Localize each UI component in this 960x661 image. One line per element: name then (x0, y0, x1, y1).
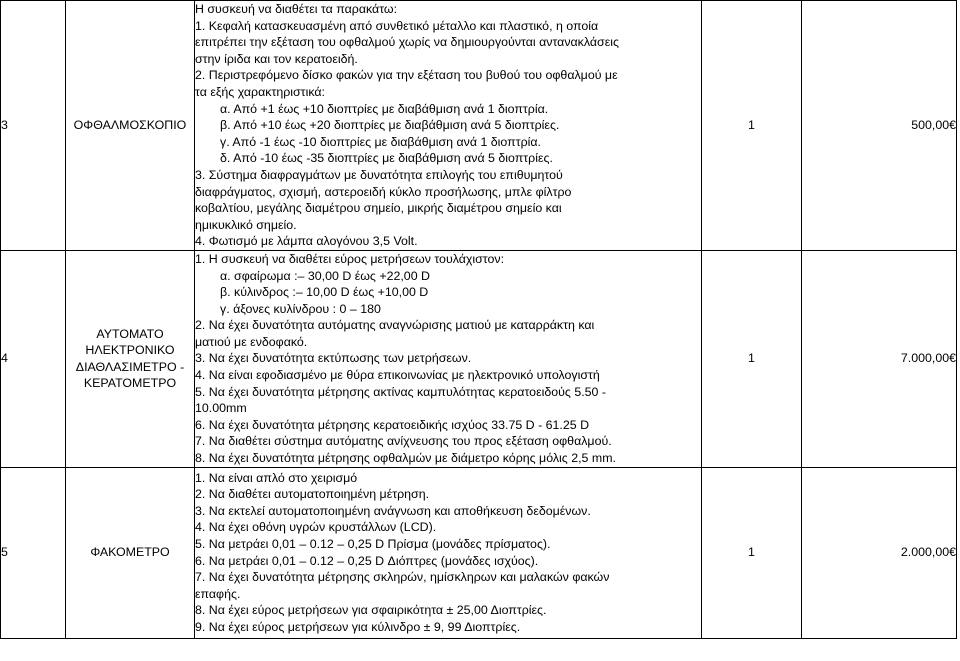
item-name-line: ΟΦΘΑΛΜΟΣΚΟΠΙΟ (73, 118, 187, 133)
desc-line: 8. Να έχει εύρος μετρήσεων για σφαιρικότητα ± 25,00 Διοπτρίες. (195, 603, 547, 618)
desc-line: 6. Να έχει δυνατότητα μέτρησης κερατοειδικής ισχύος 33.75 D - 61.25 D (195, 417, 590, 432)
desc-line: 4. Φωτισμό με λάμπα αλογόνου 3,5 Volt. (195, 234, 418, 249)
table-row (1, 1, 957, 251)
item-name-line: ΔΙΑΘΛΑΣΙΜΕΤΡΟ - (75, 359, 185, 374)
desc-line: κοβαλτίου, μεγάλης διαμέτρου σημείο, μικρής διαμέτρου σημείο και (195, 201, 562, 216)
table-row (1, 467, 957, 638)
desc-line: 1. Κεφαλή κατασκευασμένη από συνθετικό μέταλλο και πλαστικό, η οποία (195, 18, 599, 33)
desc-line: επιτρέπει την εξέταση του οφθαλμού χωρίς να δημιουργούνται αντανακλάσεις (195, 35, 619, 50)
desc-line: 5. Να έχει δυνατότητα μέτρησης ακτίνας καμπυλότητας κερατοειδούς 5.50 - (195, 384, 607, 399)
item-description (195, 250, 702, 467)
desc-line: 7. Να διαθέτει σύστημα αυτόματης ανίχνευσης του προς εξέταση οφθαλμού. (195, 434, 612, 449)
desc-line: 3. Σύστημα διαφραγμάτων με δυνατότητα επιλογής του επιθυμητού (195, 167, 563, 182)
item-description (195, 467, 702, 638)
desc-line: διαφράγματος, σχισμή, αστεροειδή κύκλο προσήλωσης, μπλε φίλτρο (195, 184, 572, 199)
desc-line: ματιού με ενδοφακό. (195, 334, 308, 349)
item-name (66, 1, 195, 251)
item-name-line: ΗΛΕΚΤΡΟΝΙΚΟ (85, 343, 175, 358)
item-price: 7.000,00€ (802, 250, 957, 467)
desc-line: 4. Να είναι εφοδιασμένο με θύρα επικοινωνίας με ηλεκτρονικό υπολογιστή (195, 368, 600, 383)
desc-line: α. Από +1 έως +10 διοπτρίες με διαβάθμιση ανά 1 διοπτρία. (220, 101, 549, 116)
desc-line: 7. Να έχει δυνατότητα μέτρησης σκληρών, ημίσκληρων και μαλακών φακών (195, 570, 610, 585)
desc-line: 3. Να εκτελεί αυτοματοποιημένη ανάγνωση και αποθήκευση δεδομένων. (195, 503, 591, 518)
item-name-line: ΦΑΚΟΜΕΤΡΟ (90, 545, 170, 560)
desc-line: 8. Να έχει δυνατότητα μέτρησης οφθαλμών με διάμετρο κόρης μόλις 2,5 mm. (195, 451, 616, 466)
item-price: 2.000,00€ (802, 467, 957, 638)
item-number: 4 (1, 250, 66, 467)
desc-line: 2. Να έχει δυνατότητα αυτόματης αναγνώρισης ματιού με καταρράκτη και (195, 318, 595, 333)
desc-line: 5. Να μετράει 0,01 – 0.12 – 0,25 D Πρίσμα (μονάδες πρίσματος). (195, 537, 551, 552)
item-number: 5 (1, 467, 66, 638)
item-number: 3 (1, 1, 66, 251)
desc-line: 2. Περιστρεφόμενο δίσκο φακών για την εξέταση του βυθού του οφθαλμού με (195, 68, 618, 83)
desc-line: Η συσκευή να διαθέτει τα παρακάτω: (195, 2, 398, 16)
item-quantity: 1 (702, 467, 802, 638)
desc-line: β. κύλινδρος :– 10,00 D έως +10,00 D (220, 285, 429, 300)
desc-line: ημικυκλικό σημείο. (195, 217, 297, 232)
desc-line: β. Από +10 έως +20 διοπτρίες με διαβάθμιση ανά 5 διοπτρίες. (220, 118, 560, 133)
item-name-line: ΚΕΡΑΤΟΜΕΤΡΟ (83, 376, 177, 391)
desc-line: στην ίριδα και τον κερατοειδή. (195, 51, 358, 66)
desc-line: γ. άξονες κυλίνδρου : 0 – 180 (220, 301, 381, 316)
item-description (195, 1, 702, 251)
desc-line: 10.00mm (195, 401, 247, 416)
desc-line: 4. Να έχει οθόνη υγρών κρυστάλλων (LCD). (195, 520, 437, 535)
item-name-line: ΑΥΤΟΜΑΤΟ (96, 326, 164, 341)
desc-line: τα εξής χαρακτηριστικά: (195, 84, 325, 99)
desc-line: δ. Από -10 έως -35 διοπτρίες με διαβάθμιση ανά 5 διοπτρίες. (220, 151, 553, 166)
desc-line: γ. Από -1 έως -10 διοπτρίες με διαβάθμιση ανά 1 διοπτρία. (220, 134, 542, 149)
desc-line: 6. Να μετράει 0,01 – 0.12 – 0,25 D Διόπτρες (μονάδες ισχύος). (195, 553, 539, 568)
item-quantity: 1 (702, 250, 802, 467)
desc-line: 9. Να έχει εύρος μετρήσεων για κύλινδρο ± 9, 99 Διοπτρίες. (195, 620, 521, 634)
desc-line: 3. Να έχει δυνατότητα εκτύπωσης των μετρήσεων. (195, 351, 472, 366)
desc-line: επαφής. (195, 586, 241, 601)
desc-line: 1. Να είναι απλό στο χειρισμό (195, 470, 358, 485)
item-price: 500,00€ (802, 1, 957, 251)
desc-line: 1. Η συσκευή να διαθέτει εύρος μετρήσεων τουλάχιστον: (195, 251, 505, 266)
item-name (66, 467, 195, 638)
table-row (1, 250, 957, 467)
desc-line: 2. Να διαθέτει αυτοματοποιημένη μέτρηση. (195, 487, 430, 502)
item-quantity: 1 (702, 1, 802, 251)
desc-line: α. σφαίρωμα :– 30,00 D έως +22,00 D (220, 268, 430, 283)
item-name (66, 250, 195, 467)
